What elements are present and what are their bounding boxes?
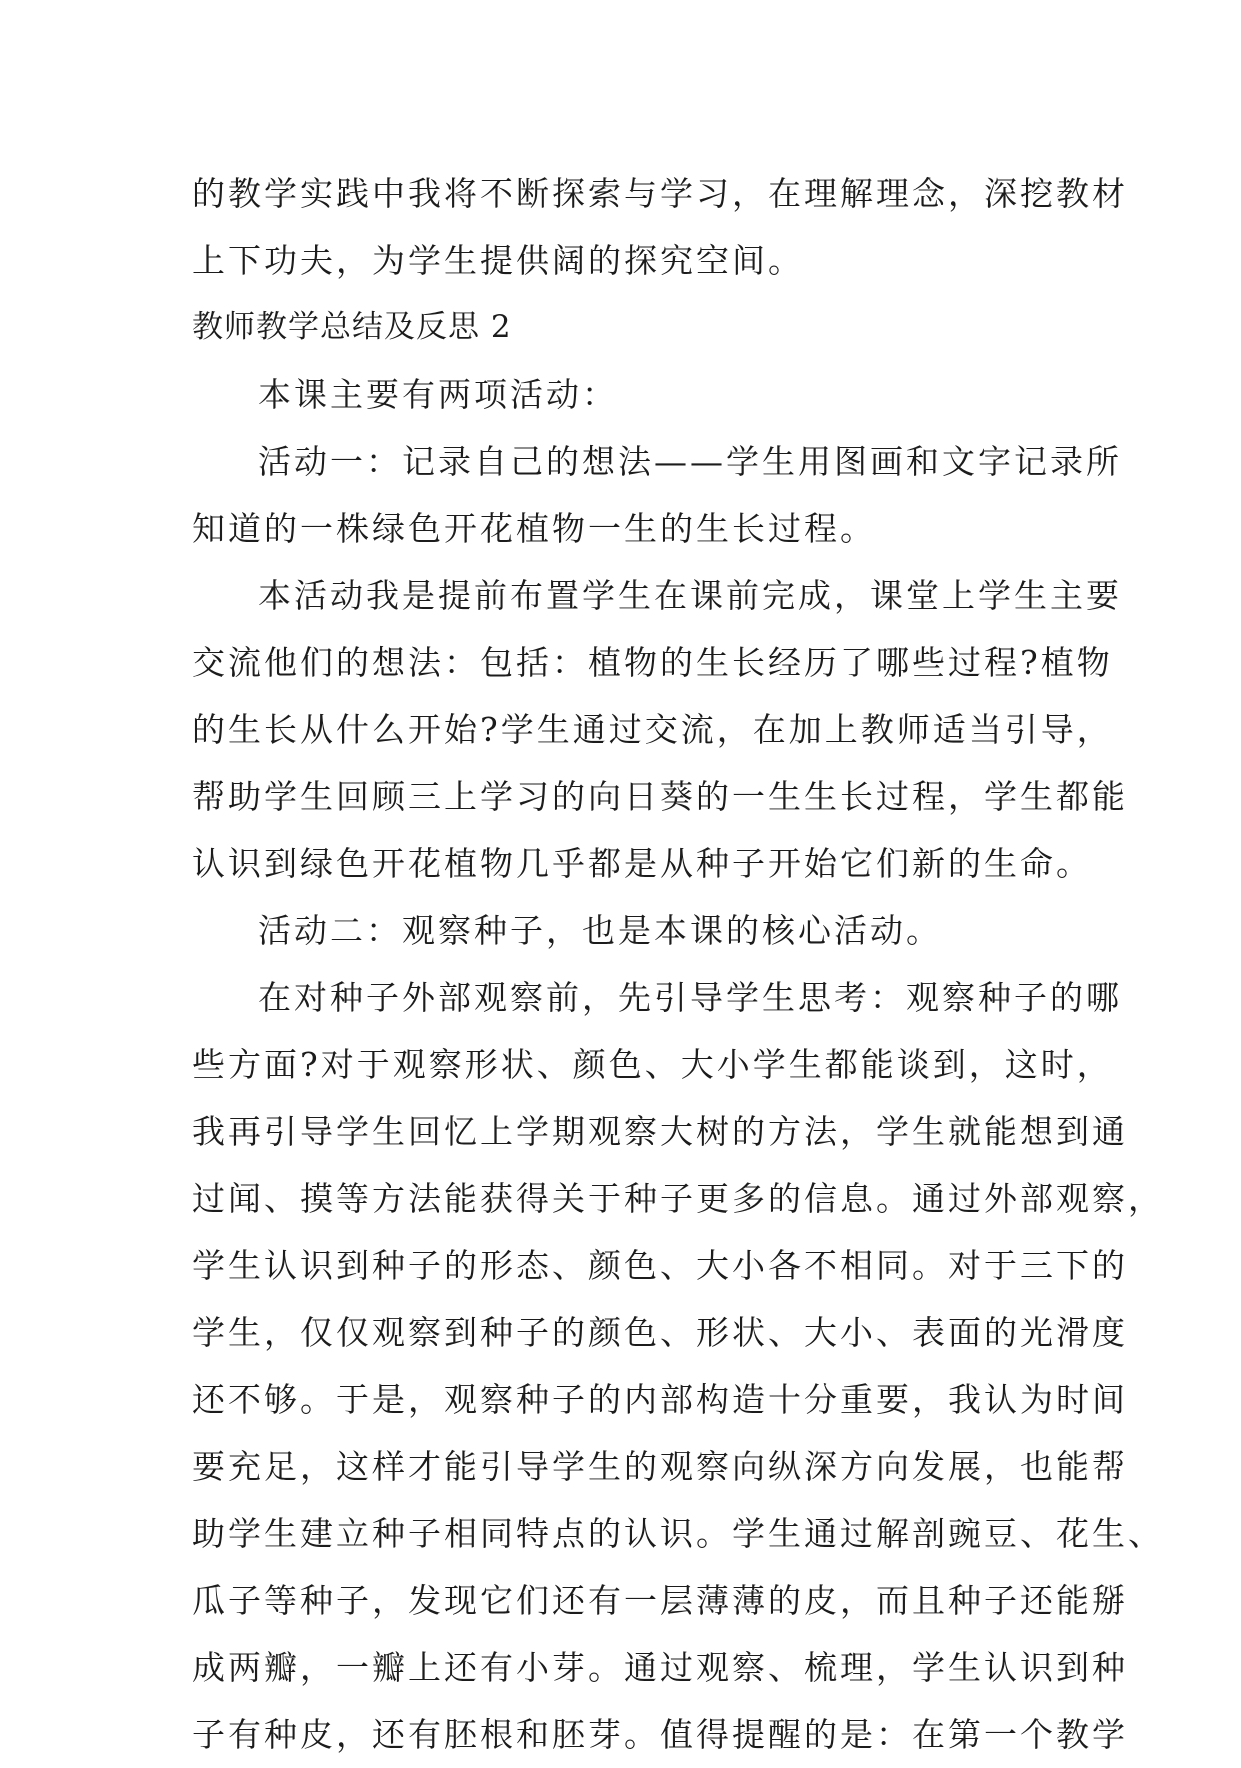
section-heading: 教师教学总结及反思 2: [192, 309, 512, 345]
paragraph-line: 成两瓣，一瓣上还有小芽。通过观察、梳理，学生认识到种: [192, 1648, 1128, 1687]
paragraph-line: 本活动我是提前布置学生在课前完成，课堂上学生主要: [258, 576, 1122, 615]
paragraph-line: 上下功夫，为学生提供阔的探究空间。: [192, 241, 804, 280]
paragraph-line: 知道的一株绿色开花植物一生的生长过程。: [192, 509, 876, 548]
paragraph-line: 还不够。于是，观察种子的内部构造十分重要，我认为时间: [192, 1380, 1128, 1419]
paragraph-line: 子有种皮，还有胚根和胚芽。值得提醒的是：在第一个教学: [192, 1715, 1128, 1754]
document-text: [192, 160, 1164, 1768]
paragraph-line: 些方面?对于观察形状、颜色、大小学生都能谈到，这时，: [192, 1045, 1113, 1084]
paragraph-line: 瓜子等种子，发现它们还有一层薄薄的皮，而且种子还能掰: [192, 1581, 1128, 1620]
paragraph-line: 我再引导学生回忆上学期观察大树的方法，学生就能想到通: [192, 1112, 1128, 1151]
paragraph-line: 交流他们的想法：包括：植物的生长经历了哪些过程?植物: [192, 643, 1113, 682]
paragraph-line: 本课主要有两项活动：: [258, 375, 618, 414]
paragraph-line: 在对种子外部观察前，先引导学生思考：观察种子的哪: [258, 978, 1122, 1017]
paragraph-line: 活动二：观察种子，也是本课的核心活动。: [258, 911, 942, 950]
paragraph-line: 要充足，这样才能引导学生的观察向纵深方向发展，也能帮: [192, 1447, 1128, 1486]
paragraph-line: 认识到绿色开花植物几乎都是从种子开始它们新的生命。: [192, 844, 1092, 883]
paragraph-line: 助学生建立种子相同特点的认识。学生通过解剖豌豆、花生、: [192, 1514, 1164, 1553]
paragraph-line: 学生，仅仅观察到种子的颜色、形状、大小、表面的光滑度: [192, 1313, 1128, 1352]
paragraph-line: 学生认识到种子的形态、颜色、大小各不相同。对于三下的: [192, 1246, 1128, 1285]
paragraph-line: 过闻、摸等方法能获得关于种子更多的信息。通过外部观察，: [192, 1179, 1164, 1218]
paragraph-line: 的教学实践中我将不断探索与学习，在理解理念，深挖教材: [192, 174, 1128, 213]
paragraph-line: 的生长从什么开始?学生通过交流，在加上教师适当引导，: [192, 710, 1113, 749]
paragraph-line: 活动一：记录自己的想法——学生用图画和文字记录所: [258, 442, 1122, 481]
paragraph-line: 帮助学生回顾三上学习的向日葵的一生生长过程，学生都能: [192, 777, 1128, 816]
